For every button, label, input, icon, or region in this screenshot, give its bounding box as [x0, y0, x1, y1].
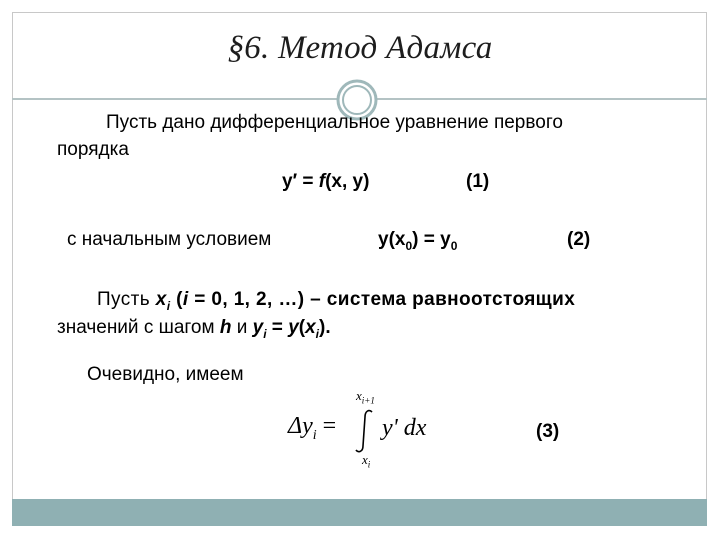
equation-2-number: (2): [567, 229, 591, 250]
eq1-args: (x, y): [325, 171, 370, 192]
eq3-upper: x: [356, 388, 362, 403]
eq1-f: f: [318, 171, 326, 192]
eq3-upper-sub: i+1: [361, 395, 375, 406]
p2-yi: y: [252, 317, 264, 338]
integrand: y' dx: [382, 415, 427, 441]
p2-xi: x: [155, 289, 167, 310]
p2-end: ).: [319, 317, 331, 338]
equation-1-number: (1): [466, 171, 490, 192]
p2-y: y: [288, 317, 299, 338]
eq2-y: y(x: [378, 229, 406, 250]
p2-text-3: = 0, 1, 2, …) – система равноотстоящих: [188, 289, 576, 310]
p2-xi-sub: i: [166, 298, 171, 313]
slide-title: §6. Метод Адамса: [227, 30, 493, 66]
p2-text-2: (: [170, 289, 183, 310]
eq2-mid: ) = y: [412, 229, 451, 250]
eq3-lower-sub: i: [367, 459, 371, 470]
eq3-delta: Δy: [288, 413, 313, 439]
p2-h: h: [219, 317, 232, 338]
bottom-accent-bar: [12, 499, 707, 526]
p2-text-1: Пусть: [97, 289, 156, 310]
eq2-sub0: 0: [405, 238, 413, 253]
eq3-sub: i: [312, 427, 317, 443]
p2-xi2-sub: i: [315, 326, 320, 341]
paragraph-1-line-2: порядка: [57, 139, 129, 160]
integral-lower-limit: [362, 452, 370, 470]
equation-2: [378, 229, 457, 253]
obviously-text: Очевидно, имеем: [87, 364, 244, 385]
integral-upper-limit: [356, 388, 375, 406]
p2-i: i: [182, 289, 189, 310]
p2-line2-text: значений с шагом: [57, 317, 220, 338]
p2-paren: (: [298, 317, 306, 338]
eq1-lhs: y′ =: [282, 171, 319, 192]
initial-condition-label: с начальным условием: [67, 229, 272, 250]
p2-yi-sub: i: [263, 326, 267, 341]
eq3-equals: =: [316, 413, 337, 439]
paragraph-1-line-1: Пусть дано дифференциальное уравнение первого: [106, 112, 563, 133]
equation-1: [282, 171, 369, 193]
p2-equals: =: [266, 317, 289, 338]
integral-sign-icon: [353, 408, 377, 454]
paragraph-2-line-1: [97, 289, 575, 313]
equation-3-number: (3): [536, 421, 560, 442]
eq3-lower: x: [362, 452, 368, 467]
paragraph-2-line-2: [57, 317, 331, 341]
p2-and: и: [231, 317, 253, 338]
p2-xi2: x: [305, 317, 316, 338]
eq2-sub1: 0: [450, 238, 458, 253]
equation-3-lhs: [288, 413, 336, 444]
